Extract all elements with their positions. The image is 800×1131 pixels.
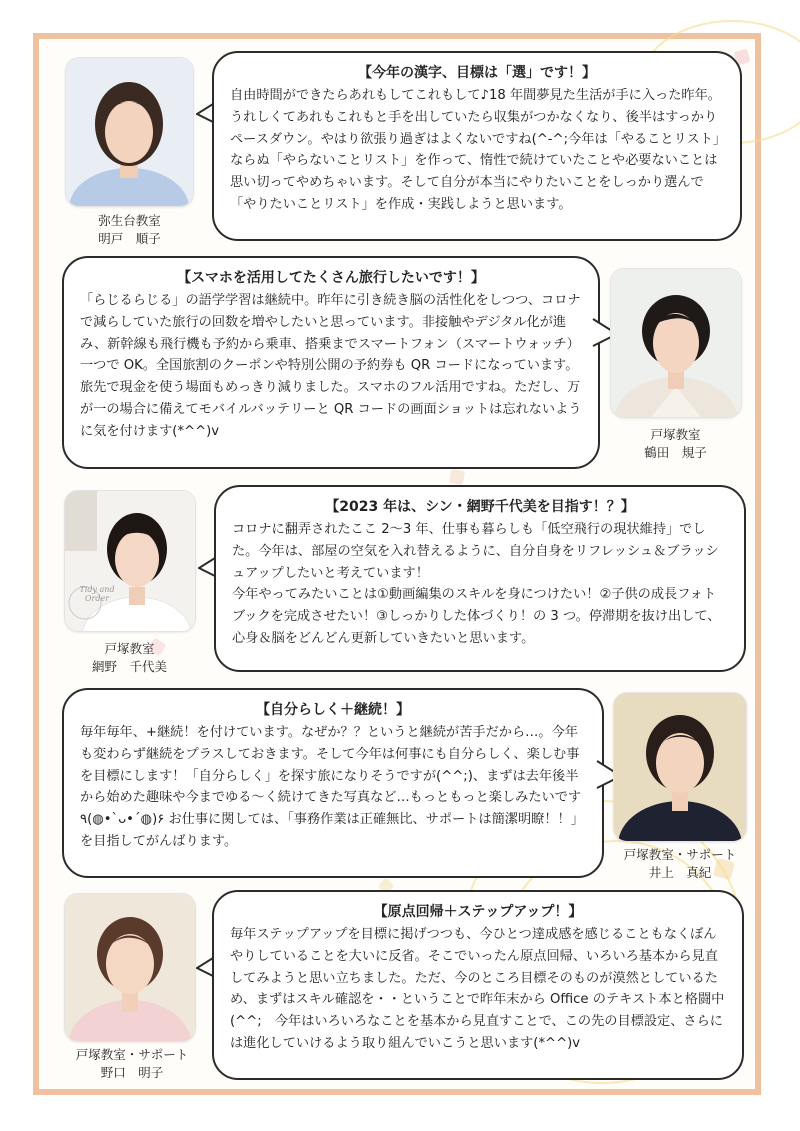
author-caption (52, 1046, 212, 1082)
speech-bubble (212, 51, 742, 241)
message-body-paragraph: 今年やってみたいことは①動画編集のスキルを身につけたい！②子供の成長フォトブックを完成させたい！③しっかりした体づくり！の 3 つ。停滞期を抜け出して、心身＆脳をどんどん更新していきたいと思います。 (232, 587, 721, 646)
message-title: 【スマホを活用してたくさん旅行したいです！】 (177, 270, 485, 286)
portrait-photo-icon (64, 490, 196, 632)
portrait-photo-icon (613, 692, 747, 842)
message-title: 【2023 年は、シン・網野千代美を目指す！？】 (325, 499, 635, 515)
classroom-label: 戸塚教室・サポート (623, 847, 737, 862)
message-body: 自由時間ができたらあれもしてこれもして♪18 年間夢見た生活が手に入った昨年。うれしくてあれもこれもと手を出していたら収集がつかなくなり、後半はすっかりペースダウン。やはり欲張り過ぎはよくないですね(^-^;今年は「やることリスト」ならぬ「やらないことリスト」を作って、惰性で続けていたことや必要ないことは思い切ってやめちゃいます。そして自分が本当にやりたいことをしっかり選んで「やりたいことリスト」を作成・実践しようと思います。 (230, 88, 721, 212)
classroom-label: 戸塚教室 (650, 427, 701, 442)
author-caption (62, 640, 197, 676)
photo-watermark: Tidy and Order (79, 585, 115, 603)
author-name: 井上 真紀 (648, 865, 712, 880)
portrait-photo-icon (65, 57, 194, 207)
message-body: 「らじるらじる」の語学学習は継続中。昨年に引き続き脳の活性化をしつつ、コロナで減らしていた旅行の回数を増やしたいと思っています。非接触やデジタル化が進み、新幹線も飛行機も予約から乗車、搭乗までスマートフォン（スマートウォッチ）一つで OK。全国旅割のクーポンや特別公開の予約券も QR コードになっています。旅先で現金を使う場面もめっきり減りました。スマホのフル活用ですね。ただし、万が一の場合に備えてモバイルバッテリーと QR コードの画面ショットは忘れないように気を付けます(*^^)v (80, 293, 582, 439)
author-name: 鶴田 規子 (644, 445, 707, 460)
portrait-photo-icon (64, 893, 196, 1042)
classroom-label: 戸塚教室 (104, 641, 155, 656)
speech-bubble (212, 890, 744, 1080)
speech-bubble (62, 688, 604, 878)
message-body-paragraph: コロナに翻弄されたここ 2～3 年、仕事も暮らしも「低空飛行の現状維持」でした。今年は、部屋の空気を入れ替えるように、自分自身をリフレッシュ＆ブラッシュアップしたいと考えています！ (232, 522, 719, 581)
author-name: 野口 明子 (100, 1065, 164, 1080)
message-body: 毎年毎年、+継続！を付けています。なぜか？？というと継続が苦手だから…。今年も変わらず継続をプラスしておきます。そして今年は何事にも自分らしく、楽しむ事を目標にします！「自分らしく」を探す旅になりそうですが(^^;)、まずは去年後半から始めた趣味や今までゆる～く続けてきた写真など…もっともっと楽しみたいです ٩(◍•ˋᴗ•ˊ◍)۶ お仕事に関しては、「事務作業は正確無比、サポートは簡潔明瞭！！」を目指してがんばります。 (80, 725, 584, 849)
message-title: 【自分らしく＋継続！】 (256, 702, 410, 718)
confetti-decoration (449, 469, 465, 485)
speech-bubble (62, 256, 600, 469)
portrait-photo-icon (610, 268, 742, 418)
message-title: 【原点回帰＋ステップアップ！】 (373, 904, 583, 920)
message-title: 【今年の漢字、目標は「選」です！】 (358, 65, 596, 81)
classroom-label: 戸塚教室・サポート (75, 1047, 189, 1062)
author-name: 網野 千代美 (91, 659, 167, 674)
author-caption (608, 426, 743, 462)
speech-bubble (214, 485, 746, 672)
author-caption (600, 846, 760, 882)
author-name: 明戸 順子 (98, 231, 161, 246)
author-caption (62, 212, 197, 248)
classroom-label: 弥生台教室 (98, 213, 161, 228)
message-body: 毎年ステップアップを目標に掲げつつも、今ひとつ達成感を感じることもなくぼんやりしていることを大いに反省。そこでいったん原点回帰、いろいろ基本から見直してみようと思い立ちました。ただ、今のところ目標そのものが漠然としているため、まずはスキル確認を・・ということで昨年末から Office のテキスト本と格闘中(^^; 今年はいろいろなことを基本から見直すことで、この先の目標設定、さらには進化していけるよう取り組んでいこうと思います(*^^)v (230, 927, 725, 1051)
